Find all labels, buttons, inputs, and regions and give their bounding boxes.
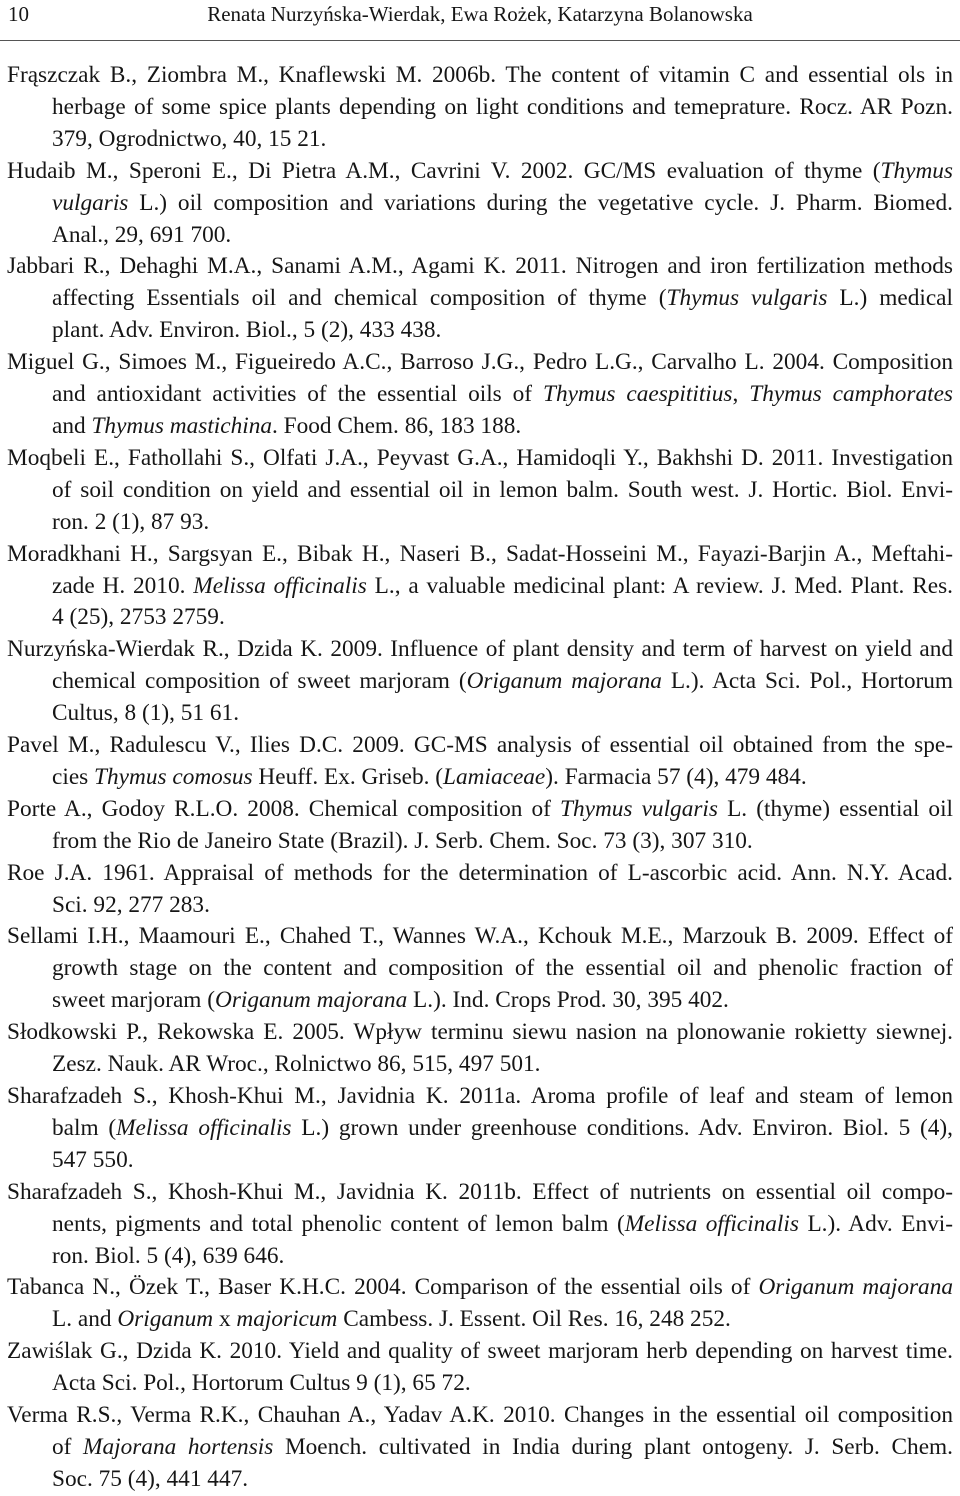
reference-text: Moqbeli E., Fathollahi S., Olfati J.A., Peyvast G.A., Hamidoqli Y., Bakhshi D. 2011. Investigation <box>7 444 953 471</box>
reference-italic-text: Thymus comosus <box>94 763 253 790</box>
reference-italic-text: Thymus vulgaris <box>666 285 828 312</box>
reference-italic-text: Melissa officinalis <box>193 572 367 599</box>
reference-entry <box>7 858 953 922</box>
reference-text: growth stage on the content and composition of the essential oil and phenolic fraction of <box>52 955 953 982</box>
reference-line <box>7 794 953 826</box>
reference-italic-text: Melissa officinalis <box>116 1114 292 1141</box>
reference-text: ron. Biol. 5 (4), 639 646. <box>52 1242 285 1269</box>
reference-italic-text: Thymus caespititius <box>542 381 733 408</box>
reference-line <box>7 985 953 1017</box>
reference-text: Zesz. Nauk. AR Wroc., Rolnictwo 86, 515, 497 501. <box>52 1051 541 1078</box>
reference-italic-text: Majorana hortensis <box>83 1433 274 1460</box>
reference-line <box>7 666 953 698</box>
reference-line <box>7 443 953 475</box>
reference-entry <box>7 794 953 858</box>
reference-line <box>7 1177 953 1209</box>
reference-text: Porte A., Godoy R.L.O. 2008. Chemical composition of <box>7 795 560 822</box>
reference-text: 547 550. <box>52 1146 134 1173</box>
reference-text: Heuff. Ex. Griseb. ( <box>252 763 444 790</box>
reference-line <box>7 953 953 985</box>
reference-line <box>7 858 953 890</box>
reference-line <box>7 1336 953 1368</box>
reference-line <box>7 1049 953 1081</box>
reference-text: Tabanca N., Özek T., Baser K.H.C. 2004. Comparison of the essential oils of <box>7 1274 759 1301</box>
reference-text: Verma R.S., Verma R.K., Chauhan A., Yadav A.K. 2010. Changes in the essential oil composition <box>7 1402 953 1429</box>
reference-text: . Food Chem. 86, 183 188. <box>272 412 522 439</box>
reference-line <box>7 60 953 92</box>
reference-line <box>7 411 953 443</box>
reference-italic-text: Origanum majorana <box>466 668 662 695</box>
reference-text: of soil condition on yield and essential oil in lemon balm. South west. J. Hortic. Biol. Envi- <box>52 476 953 503</box>
reference-line <box>7 156 953 188</box>
reference-entry <box>7 443 953 539</box>
reference-line <box>7 1272 953 1304</box>
reference-text: and antioxidant activities of the essential oils of <box>52 381 543 408</box>
reference-text: Pavel M., Radulescu V., Ilies D.C. 2009. GC-MS analysis of essential oil obtained from the spe- <box>7 732 953 759</box>
page-header <box>0 0 960 30</box>
reference-text: Sharafzadeh S., Khosh-Khui M., Javidnia K. 2011a. Aroma profile of leaf and steam of lemon <box>7 1083 953 1109</box>
reference-italic-text: Thymus mastichina <box>91 412 273 439</box>
reference-line <box>7 1368 953 1400</box>
reference-line <box>7 890 953 922</box>
header-rule <box>0 40 960 41</box>
reference-line <box>7 1081 953 1113</box>
reference-line <box>7 507 953 539</box>
reference-text: L.) medical <box>827 285 953 312</box>
reference-text: 379, Ogrodnictwo, 40, 15 21. <box>52 125 327 152</box>
reference-text: Frąszczak B., Ziombra M., Knaflewski M. 2006b. The content of vitamin C and essential ols in <box>7 62 953 88</box>
reference-text: 4 (25), 2753 2759. <box>52 604 225 631</box>
reference-line <box>7 315 953 347</box>
reference-line <box>7 92 953 124</box>
reference-line <box>7 730 953 762</box>
reference-text: L.). Ind. Crops Prod. 30, 395 402. <box>407 987 729 1014</box>
reference-text: plant. Adv. Environ. Biol., 5 (2), 433 438. <box>52 317 442 344</box>
reference-text: Roe J.A. 1961. Appraisal of methods for the determination of L-ascorbic acid. Ann. N.Y. Acad. <box>7 859 953 886</box>
reference-line <box>7 251 953 283</box>
reference-line <box>7 1017 953 1049</box>
reference-entry <box>7 347 953 443</box>
reference-line <box>7 921 953 953</box>
running-head-authors: Renata Nurzyńska-Wierdak, Ewa Rożek, Katarzyna Bolanowska <box>207 2 753 26</box>
reference-line <box>7 283 953 315</box>
reference-entry <box>7 156 953 252</box>
reference-italic-text: Thymus camphorates <box>749 381 953 408</box>
reference-text: L., a valuable medicinal plant: A review. J. Med. Plant. Res. <box>366 572 953 599</box>
reference-line <box>7 475 953 507</box>
reference-text: Cultus, 8 (1), 51 61. <box>52 700 240 727</box>
reference-line <box>7 602 953 634</box>
reference-entry <box>7 1017 953 1081</box>
reference-text: Miguel G., Simoes M., Figueiredo A.C., Barroso J.G., Pedro L.G., Carvalho L. 2004. Composition <box>7 349 953 376</box>
reference-text: sweet marjoram ( <box>52 987 216 1014</box>
reference-text: Zawiślak G., Dzida K. 2010. Yield and quality of sweet marjoram herb depending on harvest time. <box>7 1338 953 1365</box>
reference-line <box>7 1432 953 1464</box>
reference-text: zade H. 2010. <box>52 572 194 599</box>
reference-text: Słodkowski P., Rekowska E. 2005. Wpływ terminu siewu nasion na plonowanie rokietty siewnej. <box>7 1019 953 1046</box>
reference-italic-text: Lamiaceae <box>443 763 546 790</box>
reference-text: Moench. cultivated in India during plant ontogeny. J. Serb. Chem. <box>273 1433 953 1460</box>
reference-entry <box>7 1177 953 1273</box>
reference-text: Sci. 92, 277 283. <box>52 891 210 918</box>
reference-entry <box>7 251 953 347</box>
reference-italic-text: vulgaris <box>52 189 129 216</box>
reference-line <box>7 1145 953 1177</box>
reference-line <box>7 347 953 379</box>
reference-line <box>7 1400 953 1432</box>
reference-text: L. and <box>52 1306 118 1333</box>
reference-entry <box>7 1272 953 1336</box>
reference-text: Cambess. J. Essent. Oil Res. 16, 248 252. <box>337 1306 731 1333</box>
reference-text: Acta Sci. Pol., Hortorum Cultus 9 (1), 65 72. <box>52 1370 471 1397</box>
reference-text: Hudaib M., Speroni E., Di Pietra A.M., Cavrini V. 2002. GC/MS evaluation of thyme ( <box>7 157 881 184</box>
reference-line <box>7 826 953 858</box>
reference-entry <box>7 60 953 156</box>
reference-text: ron. 2 (1), 87 93. <box>52 508 210 535</box>
reference-text: herbage of some spice plants depending on light conditions and temeprature. Rocz. AR Pozn. <box>52 93 953 120</box>
reference-line <box>7 1209 953 1241</box>
reference-text: , <box>732 381 750 408</box>
reference-text: of <box>52 1433 84 1460</box>
reference-text: L.). Acta Sci. Pol., Hortorum <box>661 668 953 695</box>
reference-text: from the Rio de Janeiro State (Brazil). J. Serb. Chem. Soc. 73 (3), 307 310. <box>52 827 753 854</box>
reference-italic-text: Thymus vulgaris <box>560 795 718 822</box>
reference-text: affecting Essentials oil and chemical composition of thyme ( <box>52 285 667 312</box>
reference-italic-text: Origanum majorana <box>215 987 408 1014</box>
reference-text: Nurzyńska-Wierdak R., Dzida K. 2009. Influence of plant density and term of harvest on yield and <box>7 636 953 663</box>
reference-entry <box>7 921 953 1017</box>
reference-line <box>7 1304 953 1336</box>
reference-text: Anal., 29, 691 700. <box>52 221 232 248</box>
reference-entry <box>7 1400 953 1496</box>
reference-line <box>7 571 953 603</box>
reference-text: L.) oil composition and variations during the vegetative cycle. J. Pharm. Biomed. <box>128 189 953 216</box>
reference-text: Sharafzadeh S., Khosh-Khui M., Javidnia K. 2011b. Effect of nutrients on essential oil compo- <box>7 1178 953 1205</box>
reference-text: cies <box>52 763 95 790</box>
reference-italic-text: Melissa officinalis <box>624 1210 799 1237</box>
reference-line <box>7 124 953 156</box>
reference-line <box>7 220 953 252</box>
reference-entry <box>7 1081 953 1177</box>
reference-entry <box>7 634 953 730</box>
reference-list <box>7 60 953 1496</box>
reference-text: Soc. 75 (4), 441 447. <box>52 1465 249 1492</box>
reference-entry <box>7 1336 953 1400</box>
reference-italic-text: majoricum <box>236 1306 338 1333</box>
page-number: 10 <box>8 2 29 26</box>
reference-text: ). Farmacia 57 (4), 479 484. <box>545 763 807 790</box>
reference-line <box>7 1241 953 1273</box>
reference-line <box>7 634 953 666</box>
reference-line <box>7 379 953 411</box>
reference-text: Moradkhani H., Sargsyan E., Bibak H., Naseri B., Sadat-Hosseini M., Fayazi-Barjin A., Meftahi- <box>7 540 953 567</box>
reference-text: Jabbari R., Dehaghi M.A., Sanami A.M., Agami K. 2011. Nitrogen and iron fertilization methods <box>7 253 953 280</box>
reference-italic-text: Origanum <box>117 1306 214 1333</box>
reference-text: L.). Adv. Envi- <box>798 1210 953 1237</box>
reference-text: L.) grown under greenhouse conditions. Adv. Environ. Biol. 5 (4), <box>291 1114 953 1141</box>
reference-entry <box>7 730 953 794</box>
reference-text: Sellami I.H., Maamouri E., Chahed T., Wannes W.A., Kchouk M.E., Marzouk B. 2009. Effect of <box>7 923 953 950</box>
reference-line <box>7 188 953 220</box>
reference-text: nents, pigments and total phenolic content of lemon balm ( <box>52 1210 625 1237</box>
reference-line <box>7 698 953 730</box>
reference-line <box>7 539 953 571</box>
reference-italic-text: Origanum majorana <box>758 1274 954 1301</box>
reference-text: and <box>52 412 92 439</box>
reference-text: balm ( <box>52 1114 117 1141</box>
reference-italic-text: Thymus <box>880 157 953 184</box>
reference-entry <box>7 539 953 635</box>
reference-text: x <box>213 1306 237 1333</box>
reference-line <box>7 762 953 794</box>
reference-line <box>7 1113 953 1145</box>
reference-text: chemical composition of sweet marjoram ( <box>52 668 467 695</box>
reference-text: L. (thyme) essential oil <box>717 795 954 822</box>
reference-line <box>7 1464 953 1496</box>
